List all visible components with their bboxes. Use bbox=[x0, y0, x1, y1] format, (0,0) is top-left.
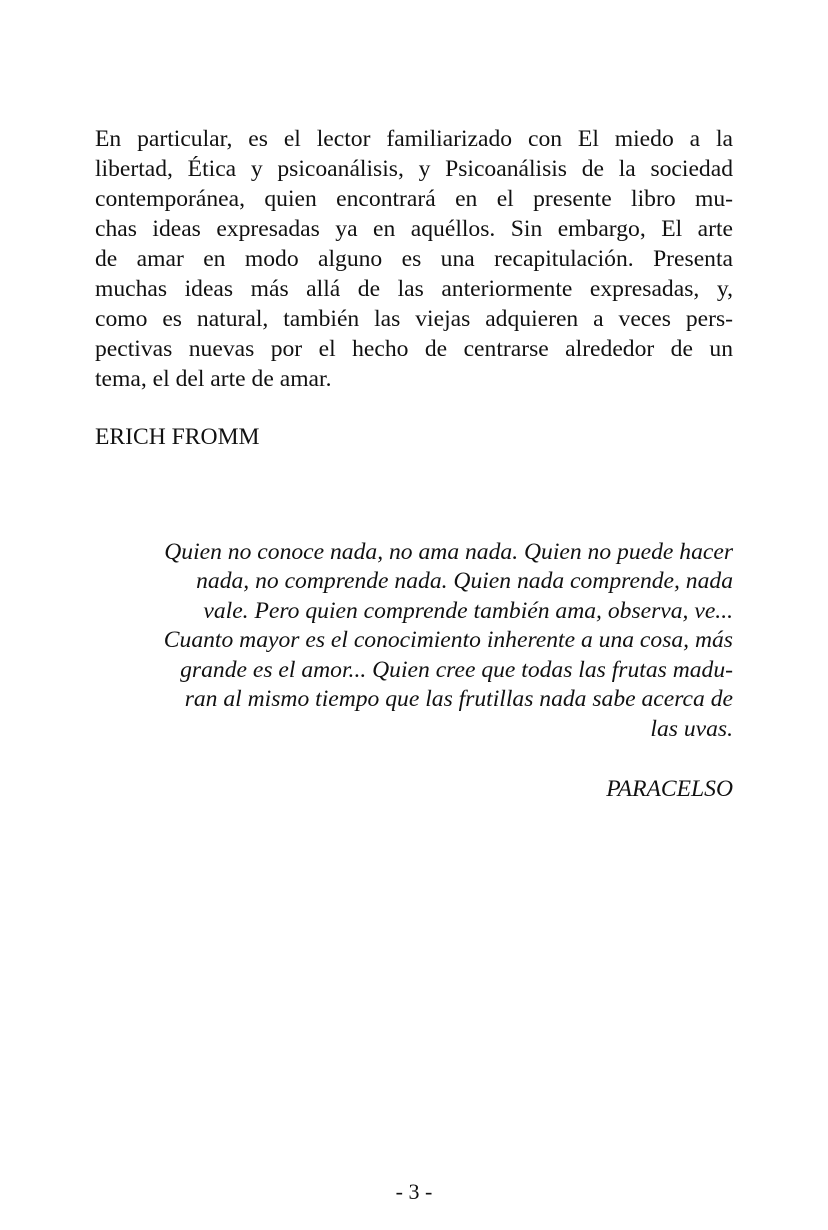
quote-line: ran al mismo tiempo que las frutillas nada sabe acerca de bbox=[184, 686, 733, 712]
quote-line: las uvas. bbox=[650, 716, 733, 742]
paragraph-line: libertad, Ética y psicoanálisis, y Psicoanálisis de la sociedad bbox=[95, 156, 733, 182]
paragraph-line: pectivas nuevas por el hecho de centrarse alrededor de un bbox=[95, 336, 733, 362]
paragraph-line: En particular, es el lector familiarizado con El miedo a la bbox=[95, 126, 733, 152]
epigraph-author: PARACELSO bbox=[606, 776, 733, 802]
quote-line: Quien no conoce nada, no ama nada. Quien no puede hacer bbox=[164, 539, 733, 565]
author-signature: ERICH FROMM bbox=[95, 424, 260, 450]
paragraph-line: como es natural, también las viejas adquieren a veces pers- bbox=[95, 306, 733, 332]
paragraph-line: muchas ideas más allá de las anteriormente expresadas, y, bbox=[95, 276, 733, 302]
page-number: - 3 - bbox=[395, 1179, 433, 1204]
paragraph-line: contemporánea, quien encontrará en el presente libro mu- bbox=[95, 186, 733, 212]
quote-line: vale. Pero quien comprende también ama, observa, ve... bbox=[203, 598, 733, 624]
quote-line: grande es el amor... Quien cree que todas las frutas madu- bbox=[180, 657, 733, 683]
paragraph-line: chas ideas expresadas ya en aquéllos. Sin embargo, El arte bbox=[95, 216, 733, 242]
quote-line: Cuanto mayor es el conocimiento inherente a una cosa, más bbox=[163, 627, 733, 653]
paragraph-line: tema, el del arte de amar. bbox=[95, 366, 332, 392]
paragraph-line: de amar en modo alguno es una recapitulación. Presenta bbox=[95, 246, 733, 272]
quote-line: nada, no comprende nada. Quien nada comprende, nada bbox=[196, 568, 733, 594]
